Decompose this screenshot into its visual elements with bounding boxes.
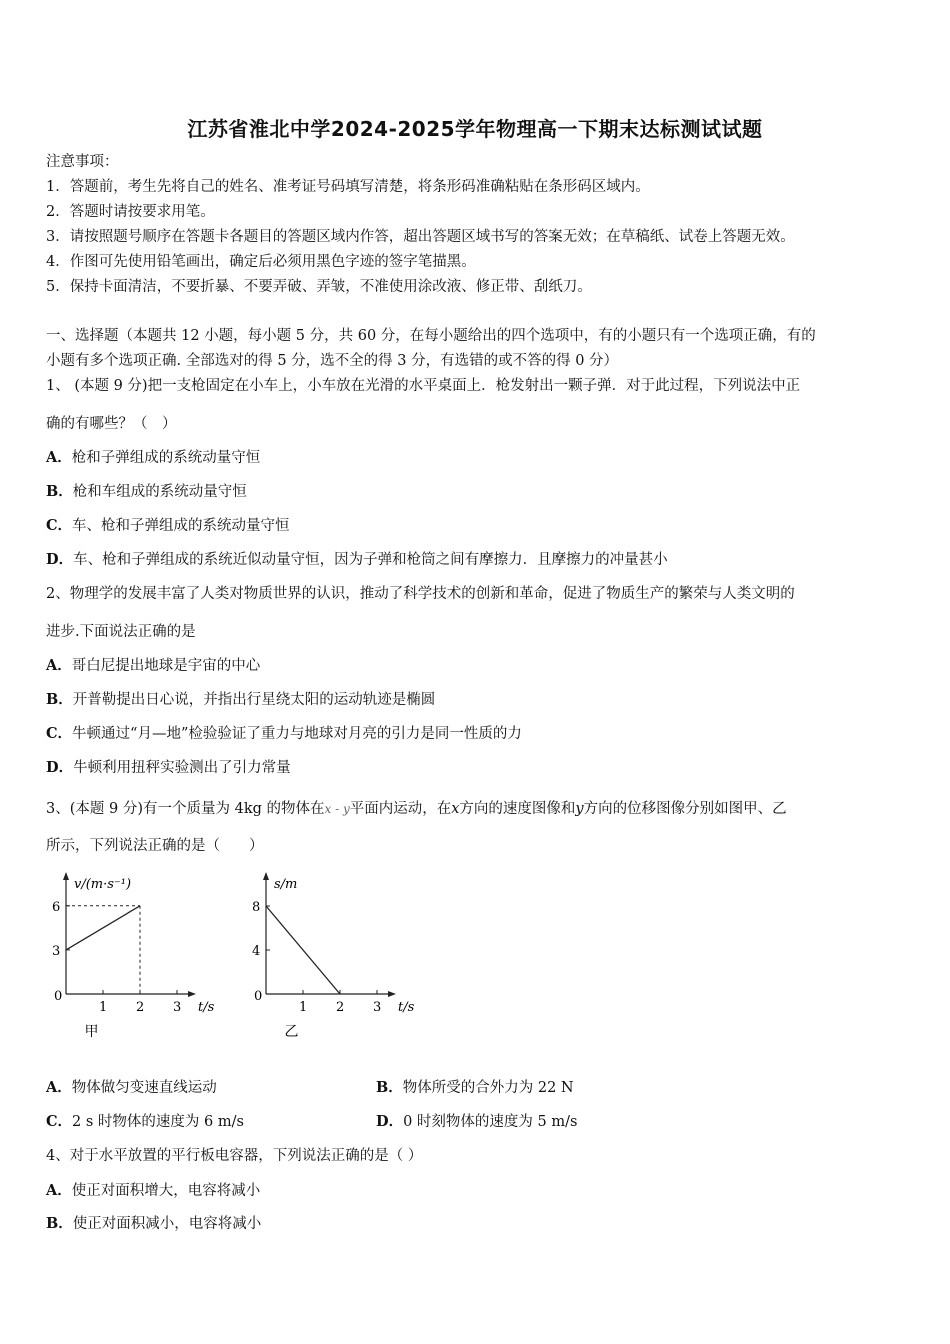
notice-item: 3．请按照题号顺序在答题卡各题目的答题区域内作答，超出答题区域书写的答案无效；在草稿纸、试卷上答题无效。 bbox=[46, 229, 795, 245]
q4-stem: 4、对于水平放置的平行板电容器，下列说法正确的是（ ） bbox=[46, 1148, 423, 1164]
y-tick-label: 4 bbox=[252, 944, 261, 959]
x-axis-arrow bbox=[188, 991, 196, 997]
q3-option-c: C．2 s 时物体的速度为 6 m/s bbox=[46, 1113, 244, 1130]
origin-label: 0 bbox=[54, 989, 63, 1004]
y-axis-arrow bbox=[263, 872, 269, 880]
q2-option-d: D．牛顿利用扭秤实验测出了引力常量 bbox=[46, 759, 291, 776]
q1-option-a: A．枪和子弹组成的系统动量守恒 bbox=[46, 449, 261, 466]
series-line bbox=[266, 906, 340, 994]
q3-option-d: D．0 时刻物体的速度为 5 m/s bbox=[376, 1113, 578, 1130]
section-intro: 一、选择题（本题共 12 小题，每小题 5 分，共 60 分，在每小题给出的四个选项中，有的小题只有一个选项正确，有的 bbox=[46, 328, 816, 344]
x-axis-label: t/s bbox=[198, 1000, 215, 1015]
x-tick-label: 3 bbox=[173, 1000, 182, 1015]
x-tick-label: 1 bbox=[299, 1000, 308, 1015]
x-tick-label: 3 bbox=[373, 1000, 382, 1015]
notice-item: 5．保持卡面清洁，不要折暴、不要弄破、弄皱，不准使用涂改液、修正带、刮纸刀。 bbox=[46, 279, 592, 295]
notice-heading: 注意事项： bbox=[46, 154, 119, 170]
q1-option-d: D．车、枪和子弹组成的系统近似动量守恒，因为子弹和枪筒之间有摩擦力．且摩擦力的冲量甚小 bbox=[46, 551, 668, 568]
q4-option-b: B．使正对面积减小，电容将减小 bbox=[46, 1215, 262, 1232]
graph-caption: 乙 bbox=[284, 1024, 299, 1040]
q2-stem: 2、物理学的发展丰富了人类对物质世界的认识，推动了科学技术的创新和革命，促进了物质生产的繁荣与人类文明的 bbox=[46, 586, 795, 602]
q2-option-c: C．牛顿通过“月—地”检验验证了重力与地球对月亮的引力是同一性质的力 bbox=[46, 725, 522, 742]
y-axis-label: s/m bbox=[274, 877, 298, 892]
y-tick-label: 8 bbox=[252, 900, 261, 915]
q2-option-a: A．哥白尼提出地球是宇宙的中心 bbox=[46, 657, 261, 674]
origin-label: 0 bbox=[254, 989, 263, 1004]
notice-item: 2．答题时请按要求用笔。 bbox=[46, 204, 215, 220]
q3-option-b: B．物体所受的合外力为 22 N bbox=[376, 1079, 574, 1096]
q1-option-b: B．枪和车组成的系统动量守恒 bbox=[46, 483, 247, 500]
graph-caption: 甲 bbox=[84, 1024, 99, 1040]
velocity-graph bbox=[40, 866, 240, 1046]
q4-option-a: A．使正对面积增大，电容将减小 bbox=[46, 1182, 261, 1199]
x-tick-label: 1 bbox=[99, 1000, 108, 1015]
x-axis-label: t/s bbox=[398, 1000, 415, 1015]
q1-stem: 1、 (本题 9 分)把一支枪固定在小车上，小车放在光滑的水平桌面上．枪发射出一颗子弹．对于此过程，下列说法中正 bbox=[46, 378, 801, 394]
y-axis-arrow bbox=[63, 872, 69, 880]
q2-option-b: B．开普勒提出日心说，并指出行星绕太阳的运动轨迹是椭圆 bbox=[46, 691, 436, 708]
y-tick-label: 3 bbox=[52, 943, 61, 959]
displacement-graph bbox=[240, 866, 440, 1046]
q3-stem: 3、(本题 9 分)有一个质量为 4kg 的物体在x - y平面内运动，在x方向的速度图像和y方向的位移图像分别如图甲、乙 bbox=[46, 801, 787, 817]
y-axis-label: v/(m·s⁻¹) bbox=[74, 877, 132, 892]
y-tick-label: 6 bbox=[52, 899, 61, 915]
notice-item: 1．答题前，考生先将自己的姓名、准考证号码填写清楚，将条形码准确粘贴在条形码区域内。 bbox=[46, 179, 650, 195]
q2-stem-cont: 进步.下面说法正确的是 bbox=[46, 624, 196, 640]
x-tick-label: 2 bbox=[136, 1000, 145, 1015]
q3-stem-cont: 所示，下列说法正确的是（ ） bbox=[46, 838, 264, 854]
q3-option-a: A．物体做匀变速直线运动 bbox=[46, 1079, 217, 1096]
x-tick-label: 2 bbox=[336, 1000, 345, 1015]
section-intro-cont: 小题有多个选项正确. 全部选对的得 5 分，选不全的得 3 分，有选错的或不答的得 0 分） bbox=[46, 353, 619, 369]
series-line bbox=[66, 906, 140, 950]
page-title: 江苏省淮北中学2024-2025学年物理高一下期末达标测试试题 bbox=[187, 117, 763, 141]
x-axis-arrow bbox=[388, 991, 396, 997]
notice-item: 4．作图可先使用铅笔画出，确定后必须用黑色字迹的签字笔描黑。 bbox=[46, 254, 476, 270]
q1-stem-cont: 确的有哪些？（ ） bbox=[46, 416, 177, 432]
q1-option-c: C．车、枪和子弹组成的系统动量守恒 bbox=[46, 517, 290, 534]
